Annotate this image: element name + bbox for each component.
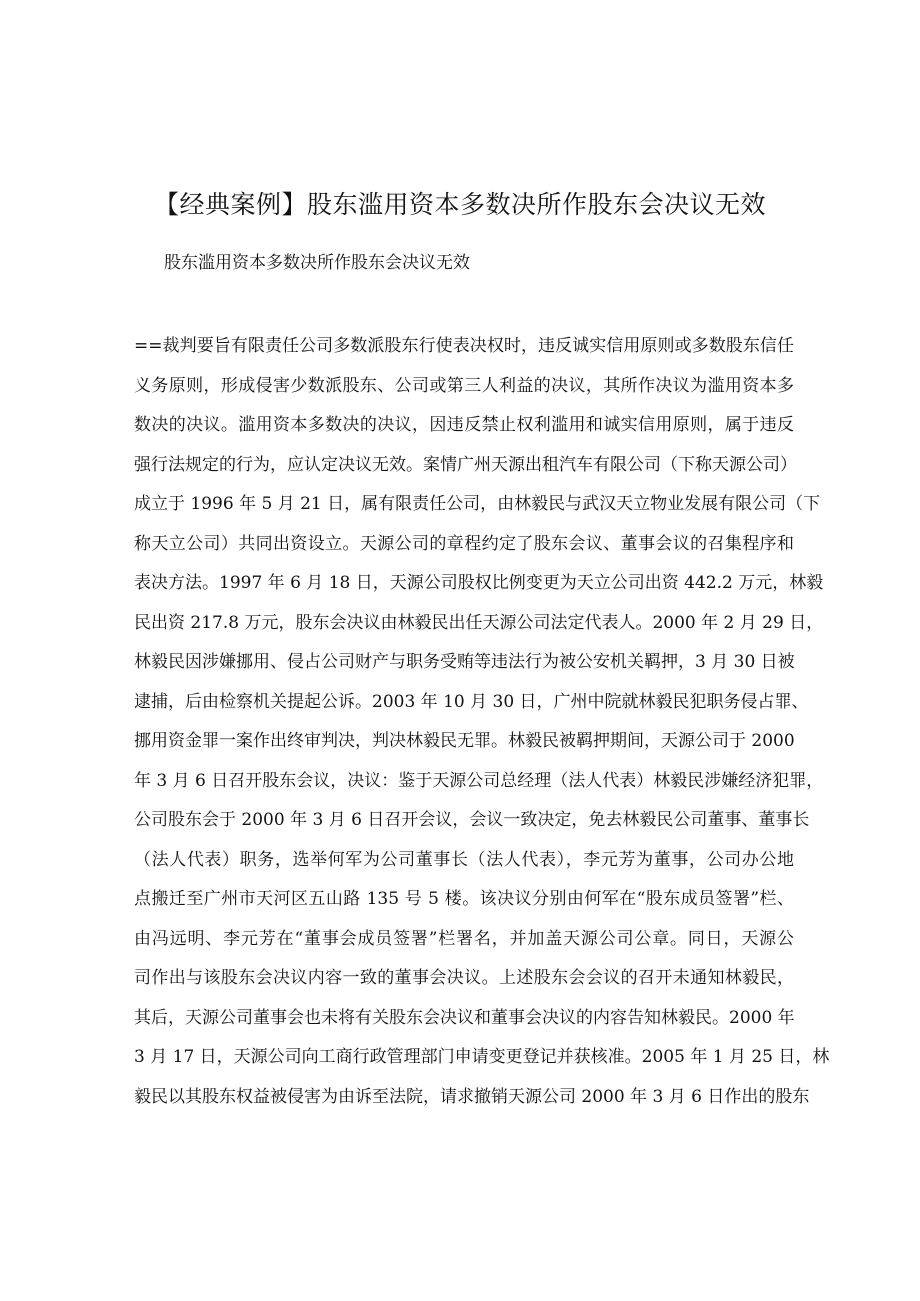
document-title: 【经典案例】股东滥用资本多数决所作股东会决议无效 [153,190,766,219]
body-text-line: 公司股东会于 2000 年 3 月 6 日召开会议，会议一致决定，免去林毅民公司董事、董事长 [134,810,810,830]
body-text-line: 逮捕，后由检察机关提起公诉。2003 年 10 月 30 日，广州中院就林毅民犯职务侵占罪、 [134,691,809,712]
body-text-line: 义务原则，形成侵害少数派股东、公司或第三人利益的决议，其所作决议为滥用资本多 [134,375,794,396]
body-text-line: ==裁判要旨有限责任公司多数派股东行使表决权时，违反诚实信用原则或多数股东信任 [134,336,794,356]
case-body-text [134,327,830,1117]
document-subtitle: 股东滥用资本多数决所作股东会决议无效 [164,253,470,273]
body-text-line: 民出资 217.8 万元，股东会决议由林毅民出任天源公司法定代表人。2000 年 2 月 29 日， [134,612,824,633]
body-text-line: 挪用资金罪一案作出终审判决，判决林毅民无罪。林毅民被羁押期间，天源公司于 2000 [134,731,795,751]
body-text-line: 年 3 月 6 日召开股东会议，决议：鉴于天源公司总经理（法人代表）林毅民涉嫌经济犯罪， [134,770,824,791]
body-text-line: 点搬迁至广州市天河区五山路 135 号 5 楼。该决议分别由何军在“股东成员签署”栏、 [134,889,794,909]
body-text-line: 司作出与该股东会决议内容一致的董事会决议。上述股东会会议的召开未通知林毅民， [134,968,794,988]
body-text-line: 表决方法。1997 年 6 月 18 日，天源公司股权比例变更为天立公司出资 442.2 万元，林毅 [134,573,824,593]
body-text-line: 数决的决议。滥用资本多数决的决议，因违反禁止权利滥用和诚实信用原则，属于违反 [134,415,794,435]
body-text-line: 由冯远明、李元芳在“董事会成员签署”栏署名，并加盖天源公司公章。同日，天源公 [134,928,794,949]
body-text-line: 强行法规定的行为，应认定决议无效。案情广州天源出租汽车有限公司（下称天源公司） [134,454,797,475]
body-text-line: 其后，天源公司董事会也未将有关股东会决议和董事会决议的内容告知林毅民。2000 年 [134,1007,795,1028]
body-text-line: 林毅民因涉嫌挪用、侵占公司财产与职务受贿等违法行为被公安机关羁押，3 月 30 日被 [134,652,795,672]
body-text-line: 毅民以其股东权益被侵害为由诉至法院，请求撤销天源公司 2000 年 3 月 6 日作出的股东 [134,1086,810,1107]
body-text-line: 称天立公司）共同出资设立。天源公司的章程约定了股东会议、董事会议的召集程序和 [134,533,794,554]
body-text-line: 3 月 17 日，天源公司向工商行政管理部门申请变更登记并获核准。2005 年 1 月 25 日，林 [134,1047,830,1067]
body-text-line: （法人代表）职务，选举何军为公司董事长（法人代表），李元芳为董事，公司办公地 [134,849,794,870]
body-text-line: 成立于 1996 年 5 月 21 日，属有限责任公司，由林毅民与武汉天立物业发展有限公司（下 [134,494,821,514]
